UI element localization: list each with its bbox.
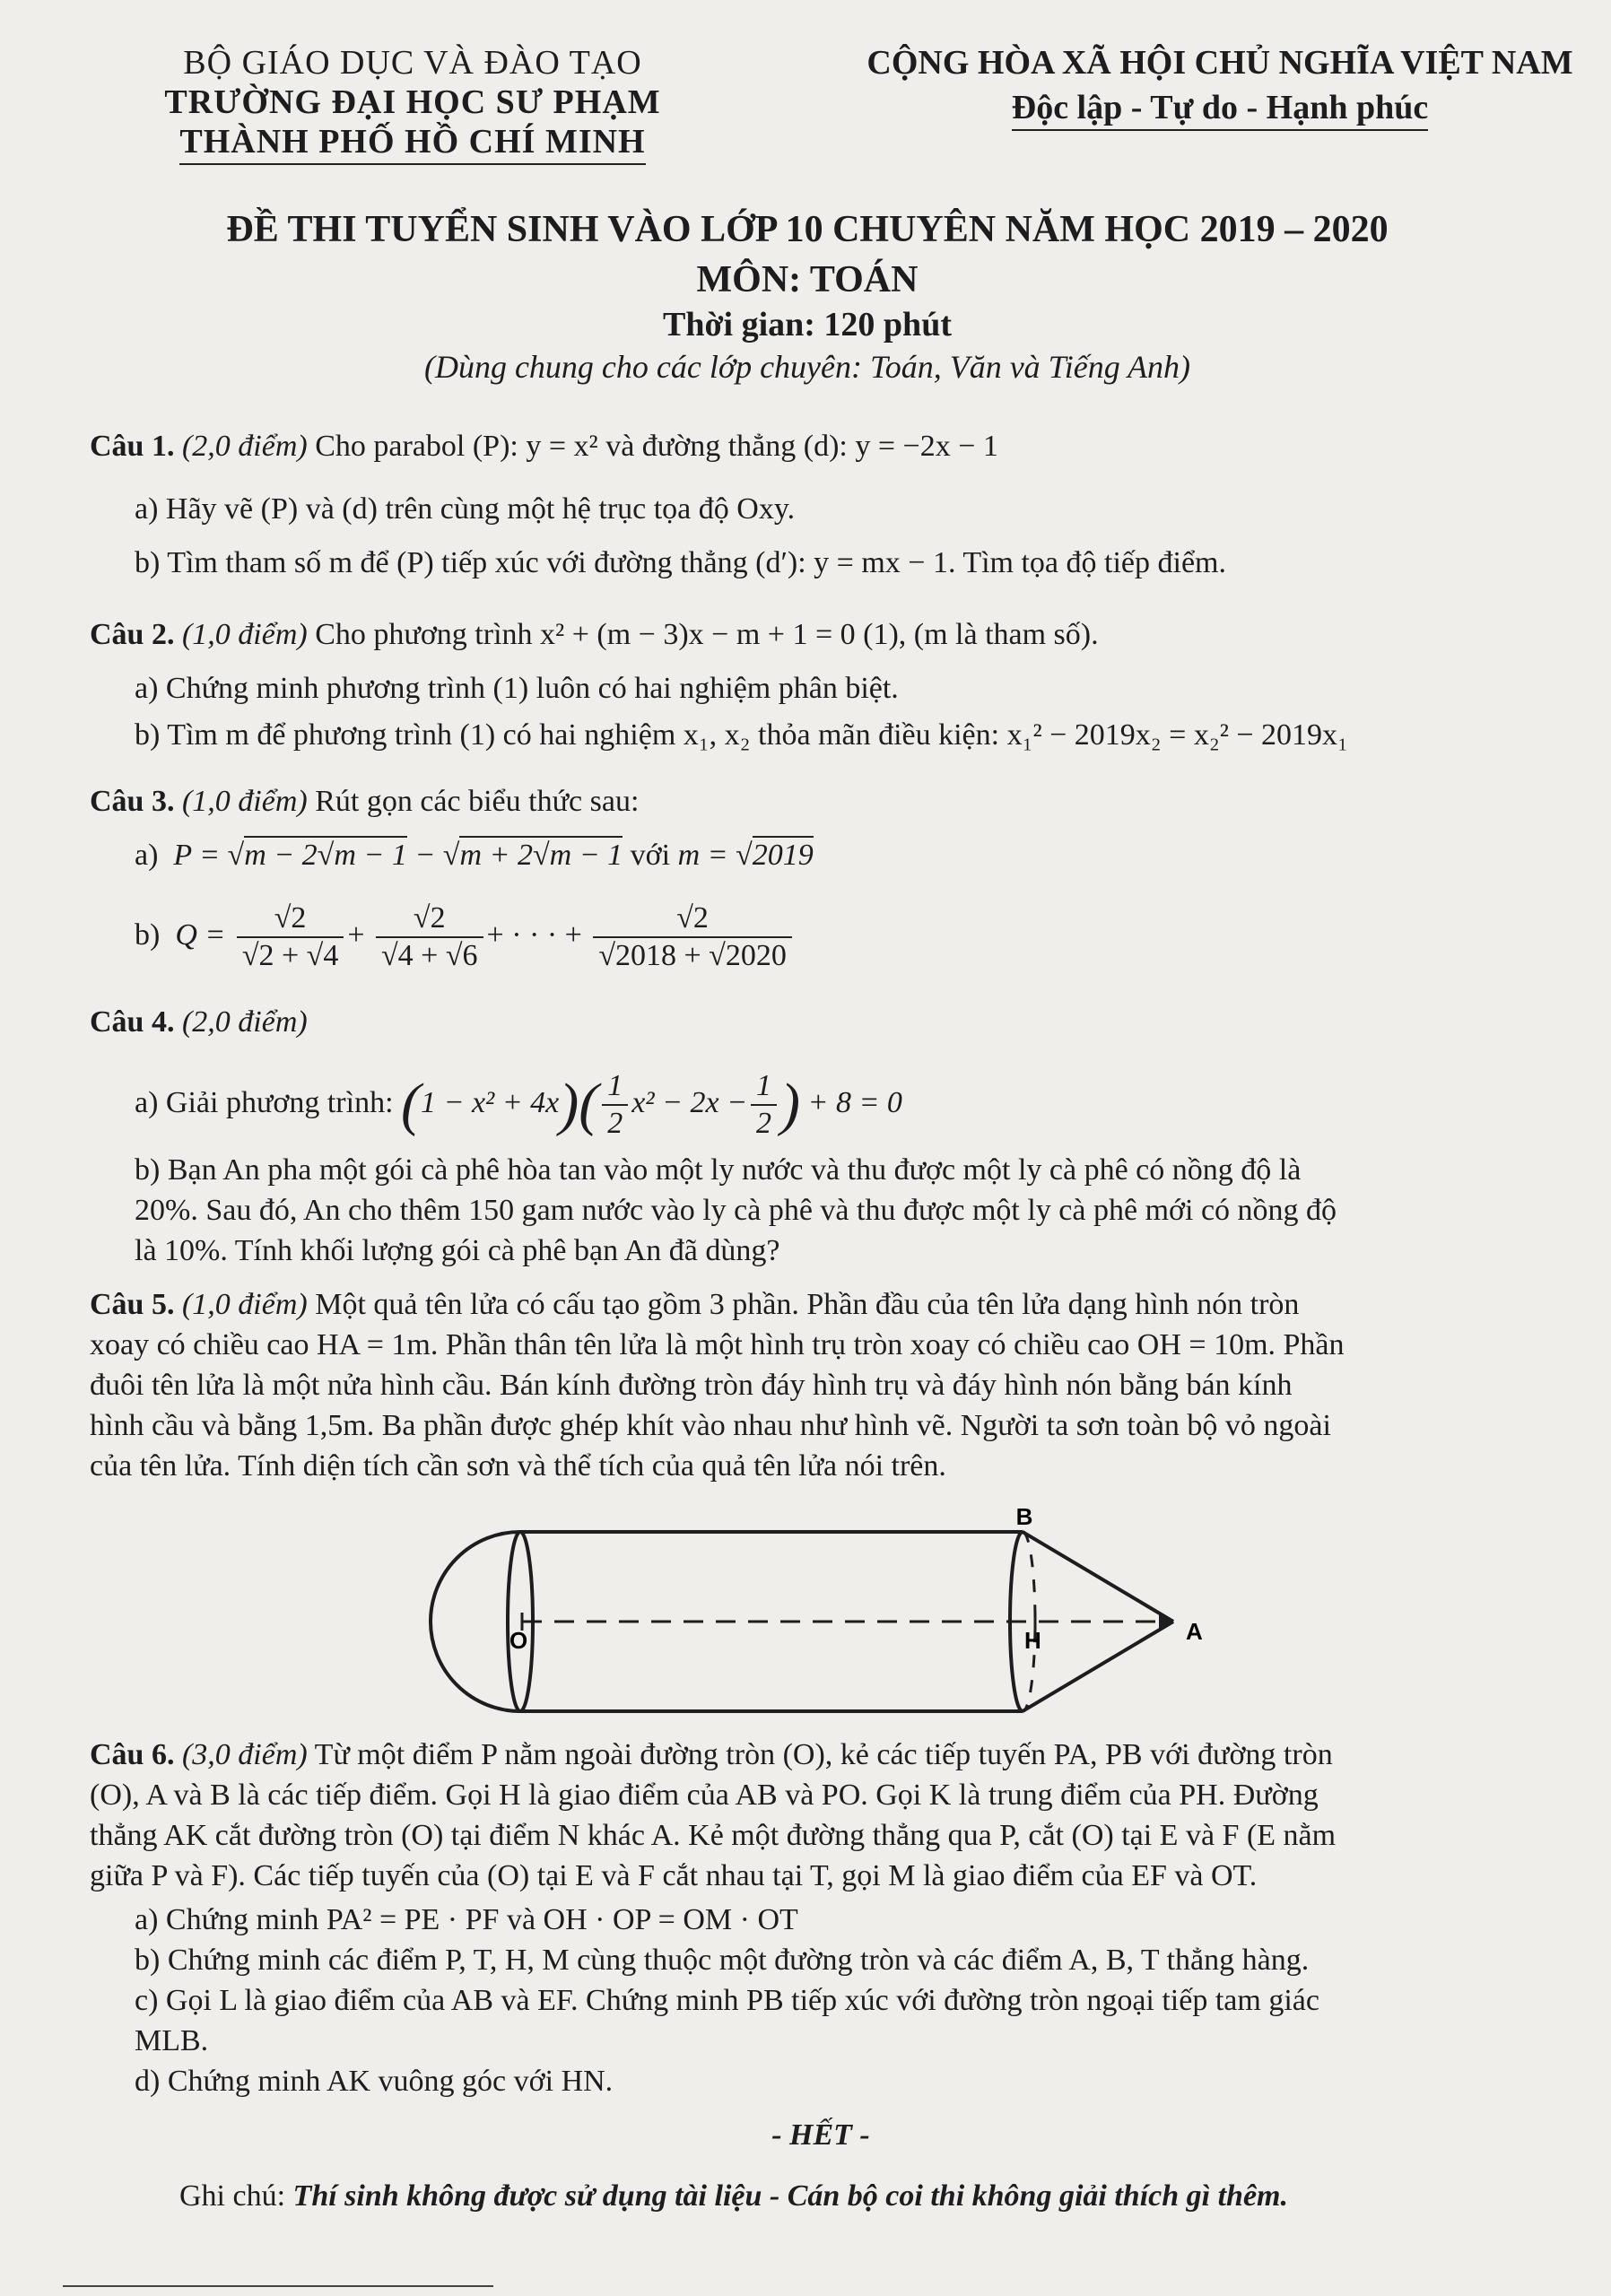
q1-text: Cho parabol (P): y = x² và đường thẳng (d): y = −2x − 1 [315, 430, 998, 463]
exam-title: ĐỀ THI TUYỂN SINH VÀO LỚP 10 CHUYÊN NĂM HỌC 2019 – 2020 [226, 209, 1389, 250]
q6-part-d: d) Chứng minh AK vuông góc với HN. [135, 2065, 614, 2098]
q6-part-a: a) Chứng minh PA² = PE · PF và OH · OP = OM · OT [135, 1903, 798, 1936]
q3-b-fraction-3 [593, 900, 792, 974]
q2-intro [90, 615, 1552, 655]
cone-upper-side [1023, 1532, 1173, 1622]
q3-b-denominator-2: √4 + √6 [376, 936, 483, 974]
exam-scope: (Dùng chung cho các lớp chuyên: Toán, Văn và Tiếng Anh) [423, 349, 1191, 385]
q1-part-b: b) Tìm tham số m để (P) tiếp xúc với đường thẳng (d′): y = mx − 1. Tìm tọa độ tiếp điểm. [135, 546, 1226, 579]
q5-line2: xoay có chiều cao HA = 1m. Phần thân tên lửa là một hình trụ tròn xoay có chiều cao OH = 10m. Phần [90, 1328, 1345, 1361]
national-motto: Độc lập - Tự do - Hạnh phúc [1012, 88, 1429, 131]
q5-line4: hình cầu và bằng 1,5m. Ba phần được ghép khít vào nhau như hình vẽ. Người ta sơn toàn bộ vỏ ngoài [90, 1409, 1331, 1442]
country-name: CỘNG HÒA XÃ HỘI CHỦ NGHĨA VIỆT NAM [866, 44, 1573, 82]
cone-lower-side [1023, 1622, 1173, 1711]
q2-points: (1,0 điểm) [181, 618, 308, 651]
q3-b-fraction-1 [237, 900, 344, 974]
q4-b-line1: b) Bạn An pha một gói cà phê hòa tan vào một ly nước và thu được một ly cà phê có nồng độ là [135, 1153, 1302, 1187]
q2-text: Cho phương trình x² + (m − 3)x − m + 1 = 0 (1), (m là tham số). [315, 618, 1099, 651]
exam-time: Thời gian: 120 phút [663, 306, 952, 344]
q6-points: (3,0 điểm) [181, 1738, 308, 1771]
exam-subject: MÔN: TOÁN [696, 259, 919, 300]
q4-b-line2: 20%. Sau đó, An cho thêm 150 gam nước vào ly cà phê và thu được một ly cà phê mới có nồng độ [135, 1194, 1337, 1227]
q5-line5: của tên lửa. Tính diện tích cần sơn và thể tích của quả tên lửa nói trên. [90, 1449, 946, 1483]
q4-part-a [135, 1060, 1552, 1146]
q4-points: (2,0 điểm) [181, 1005, 308, 1039]
q2-label: Câu 2. [90, 618, 175, 651]
q1-label: Câu 1. [90, 430, 175, 463]
q3-a-tail: với [630, 839, 671, 872]
q5-text [90, 1284, 1550, 1486]
q1-intro [90, 427, 1552, 466]
q3-b-denominator-3: √2018 + √2020 [593, 936, 792, 974]
q6-part-c-line1: c) Gọi L là giao điểm của AB và EF. Chứng minh PB tiếp xúc với đường tròn ngoại tiếp tam giác [135, 1984, 1319, 2017]
label-B: B [1015, 1507, 1033, 1530]
q3-part-b: b) Q = $\frac{√2}{√2 + √4}$ + $\frac{√2}{√4 + √6}$ + · · · + $\frac{√2}{√2018 + √2020}$ [135, 895, 1552, 976]
q6-parts [135, 1900, 1550, 2101]
q5-label: Câu 5. [90, 1288, 175, 1321]
label-O: O [509, 1627, 528, 1654]
bottom-divider [63, 2285, 493, 2287]
q3-b-numerator: √2 [676, 901, 709, 935]
q3-b-numerator: √2 [413, 901, 446, 935]
end-marker: - HẾT - [771, 2118, 870, 2152]
q4-label: Câu 4. [90, 1005, 175, 1039]
q3-b-fraction-2 [376, 900, 483, 974]
q3-a-prefix: a) [135, 839, 159, 872]
note-label: Ghi chú: [179, 2179, 286, 2213]
q4-part-b [135, 1150, 1550, 1271]
q6-line2: (O), A và B là các tiếp điểm. Gọi H là giao điểm của AB và PO. Gọi K là trung điểm của PH. Đường [90, 1779, 1319, 1812]
q6-line4: giữa P và F). Các tiếp tuyến của (O) tại E và F cắt nhau tại T, gọi M là giao điểm của EF và OT. [90, 1859, 1258, 1892]
q5-points: (1,0 điểm) [181, 1288, 308, 1321]
q3-a-expression: P = √m − 2√m − 1 − √m + 2√m − 1 [166, 836, 623, 872]
institution-header [144, 43, 682, 165]
national-header [843, 43, 1597, 131]
q4-a-equation: (1 − x² + 4x)( $\frac{1}{2}$ x² − 2x − $\frac{1}{2}$ ) + 8 = 0 [401, 1069, 902, 1141]
q4-a-prefix: a) Giải phương trình: [135, 1086, 394, 1119]
q3-intro [90, 782, 1552, 822]
q6-text [90, 1735, 1550, 1896]
rocket-figure [422, 1507, 1229, 1722]
label-A: A [1186, 1618, 1203, 1645]
q6-line3: thẳng AK cắt đường tròn (O) tại điểm N khác A. Kẻ một đường thẳng qua P, cắt (O) tại E và F (E nằm [90, 1819, 1337, 1852]
q1-part-a: a) Hãy vẽ (P) và (d) trên cùng một hệ trục tọa độ Oxy. [135, 492, 796, 526]
q2-part-a: a) Chứng minh phương trình (1) luôn có hai nghiệm phân biệt. [135, 672, 899, 705]
university-name-line2: THÀNH PHỐ HỒ CHÍ MINH [179, 122, 645, 165]
note-text: Thí sinh không được sử dụng tài liệu - Cán bộ coi thi không giải thích gì thêm. [292, 2179, 1288, 2213]
q3-text: Rút gọn các biểu thức sau: [315, 785, 640, 818]
q5-line1: Một quả tên lửa có cấu tạo gồm 3 phần. Phần đầu của tên lửa dạng hình nón tròn [315, 1288, 1300, 1321]
q3-part-a [135, 836, 1552, 875]
q4-intro [90, 1003, 1552, 1042]
q6-part-c-line2: MLB. [135, 2024, 209, 2057]
q1-points: (2,0 điểm) [181, 430, 308, 463]
university-name-line1: TRƯỜNG ĐẠI HỌC SƯ PHẠM [164, 83, 661, 121]
footer-note [179, 2179, 1525, 2213]
q3-points: (1,0 điểm) [181, 785, 308, 818]
q4-b-line3: là 10%. Tính khối lượng gói cà phê bạn An đã dùng? [135, 1234, 780, 1267]
q5-line3: đuôi tên lửa là một nửa hình cầu. Bán kính đường tròn đáy hình trụ và đáy hình nón bằng bán kính [90, 1369, 1293, 1402]
q3-a-condition: m = √2019 [678, 836, 814, 872]
q6-label: Câu 6. [90, 1738, 175, 1771]
q3-b-prefix: b) [135, 918, 161, 952]
q2-part-b: b) Tìm m để phương trình (1) có hai nghiệm x₁, x₂ thỏa mãn điều kiện: x₁² − 2019x₂ = x₂² − 2019x₁ [135, 718, 1348, 752]
q3-b-denominator-1: √2 + √4 [237, 936, 344, 974]
q6-part-b: b) Chứng minh các điểm P, T, H, M cùng thuộc một đường tròn và các điểm A, B, T thẳng hàng. [135, 1944, 1310, 1977]
ministry-name: BỘ GIÁO DỤC VÀ ĐÀO TẠO [183, 44, 642, 82]
q3-label: Câu 3. [90, 785, 175, 818]
q6-line1: Từ một điểm P nằm ngoài đường tròn (O), kẻ các tiếp tuyến PA, PB với đường tròn [314, 1738, 1333, 1771]
label-H: H [1024, 1627, 1041, 1654]
q3-b-numerator: √2 [274, 901, 307, 935]
